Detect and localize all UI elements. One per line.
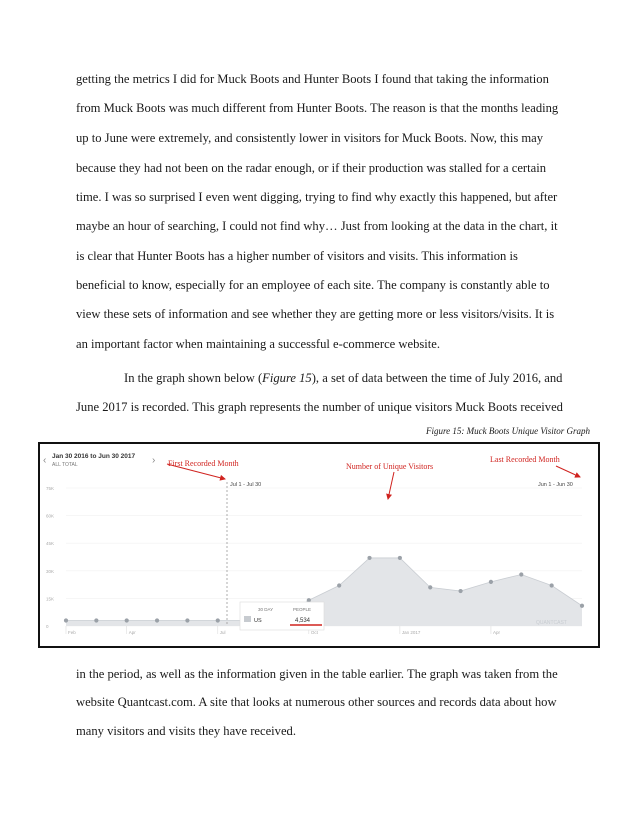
y-tick-label: 15K [46, 596, 55, 602]
x-tick-label: Feb [68, 630, 76, 635]
text-line: time. I was so surprised I even went digging, trying to find why exactly this happened, but after [76, 190, 558, 204]
range-start-label: Jul 1 - Jul 30 [230, 482, 262, 488]
text-line: beneficial to know, especially for an employee of each site. The company is constantly able to [76, 278, 550, 292]
text-line: in the period, as well as the information given in the table earlier. The graph was taken from the [76, 667, 558, 681]
figure-screenshot [38, 442, 600, 648]
annotation-unique-visitors: Number of Unique Visitors [346, 462, 434, 471]
tooltip-region: US [254, 618, 262, 624]
text-line: many visitors and visits they have received. [76, 724, 296, 738]
tooltip-value: 4,534 [295, 618, 311, 624]
data-point[interactable] [216, 618, 220, 622]
data-point[interactable] [125, 618, 129, 622]
range-end-label: Jun 1 - Jun 30 [538, 482, 573, 488]
x-tick-label: Oct [310, 630, 318, 635]
y-tick-label: 60K [46, 513, 55, 519]
data-point[interactable] [398, 556, 402, 560]
x-tick-label: Apr [492, 630, 500, 635]
data-point[interactable] [64, 618, 68, 622]
chart-range-sub: ALL TOTAL [52, 462, 78, 468]
data-point[interactable] [428, 585, 432, 589]
text-line [124, 370, 614, 386]
tooltip-period: 30 DAY [258, 607, 274, 612]
text-line: because they had not been on the radar enough, or if their production was stalled for a certain [76, 161, 546, 175]
data-point[interactable] [458, 589, 462, 593]
prev-arrow-icon[interactable]: ‹ [43, 455, 47, 466]
text-line: maybe an hour of searching, I could not find why… Just from looking at the data in the chart, it [76, 219, 558, 233]
text-line: June 2017 is recorded. This graph represents the number of unique visitors Muck Boots received [76, 400, 563, 414]
text-run: In the graph shown below ( [124, 371, 263, 385]
chart-range-label: Jan 30 2016 to Jun 30 2017 [52, 453, 136, 460]
tooltip-box [240, 602, 324, 630]
y-tick-label: 75K [46, 486, 55, 491]
figure-reference: Figure 15 [262, 371, 312, 385]
x-tick-label: Jul [219, 630, 226, 635]
annotation-unique-arrow [388, 472, 394, 499]
y-tick-label: 45K [46, 541, 55, 547]
data-point[interactable] [519, 572, 523, 576]
text-line: up to June were extremely, and consistently lower in visitors for Muck Boots. Now, this may [76, 131, 544, 145]
quantcast-watermark: QUANTCAST [536, 620, 567, 626]
data-point[interactable] [185, 618, 189, 622]
text-line: is clear that Hunter Boots has a higher number of visitors and visits. This information is [76, 249, 518, 263]
y-tick-label: 30K [46, 568, 55, 574]
next-arrow-icon[interactable]: › [152, 455, 156, 466]
y-tick-labels [46, 486, 54, 629]
data-point[interactable] [337, 583, 341, 587]
annotation-last-arrow [556, 466, 580, 477]
text-line: website Quantcast.com. A site that looks at numerous other sources and records data about how [76, 695, 557, 709]
data-point[interactable] [580, 604, 584, 608]
text-line: view these sets of information and see whether they are getting more or less visitors/visits. It is [76, 307, 555, 321]
y-tick-label: 0 [46, 624, 49, 629]
data-point[interactable] [155, 618, 159, 622]
data-point[interactable] [367, 556, 371, 560]
data-point[interactable] [550, 583, 554, 587]
annotation-last-month: Last Recorded Month [490, 455, 560, 464]
annotation-first-month: First Recorded Month [168, 459, 239, 468]
x-tick-label: Apr [128, 630, 136, 635]
tooltip-metric: PEOPLE [293, 607, 312, 612]
x-tick-label: Jan 2017 [401, 630, 421, 635]
figure-caption: Figure 15: Muck Boots Unique Visitor Graph [426, 426, 590, 436]
visitor-chart [40, 444, 598, 646]
data-point[interactable] [489, 580, 493, 584]
text-run: ), a set of data between the time of July 2016, and [311, 371, 563, 385]
text-line: from Muck Boots was much different from Hunter Boots. The reason is that the months leading [76, 101, 559, 115]
text-line: an important factor when maintaining a successful e-commerce website. [76, 337, 441, 351]
text-line: getting the metrics I did for Muck Boots and Hunter Boots I found that taking the information [76, 72, 549, 86]
data-point[interactable] [94, 618, 98, 622]
